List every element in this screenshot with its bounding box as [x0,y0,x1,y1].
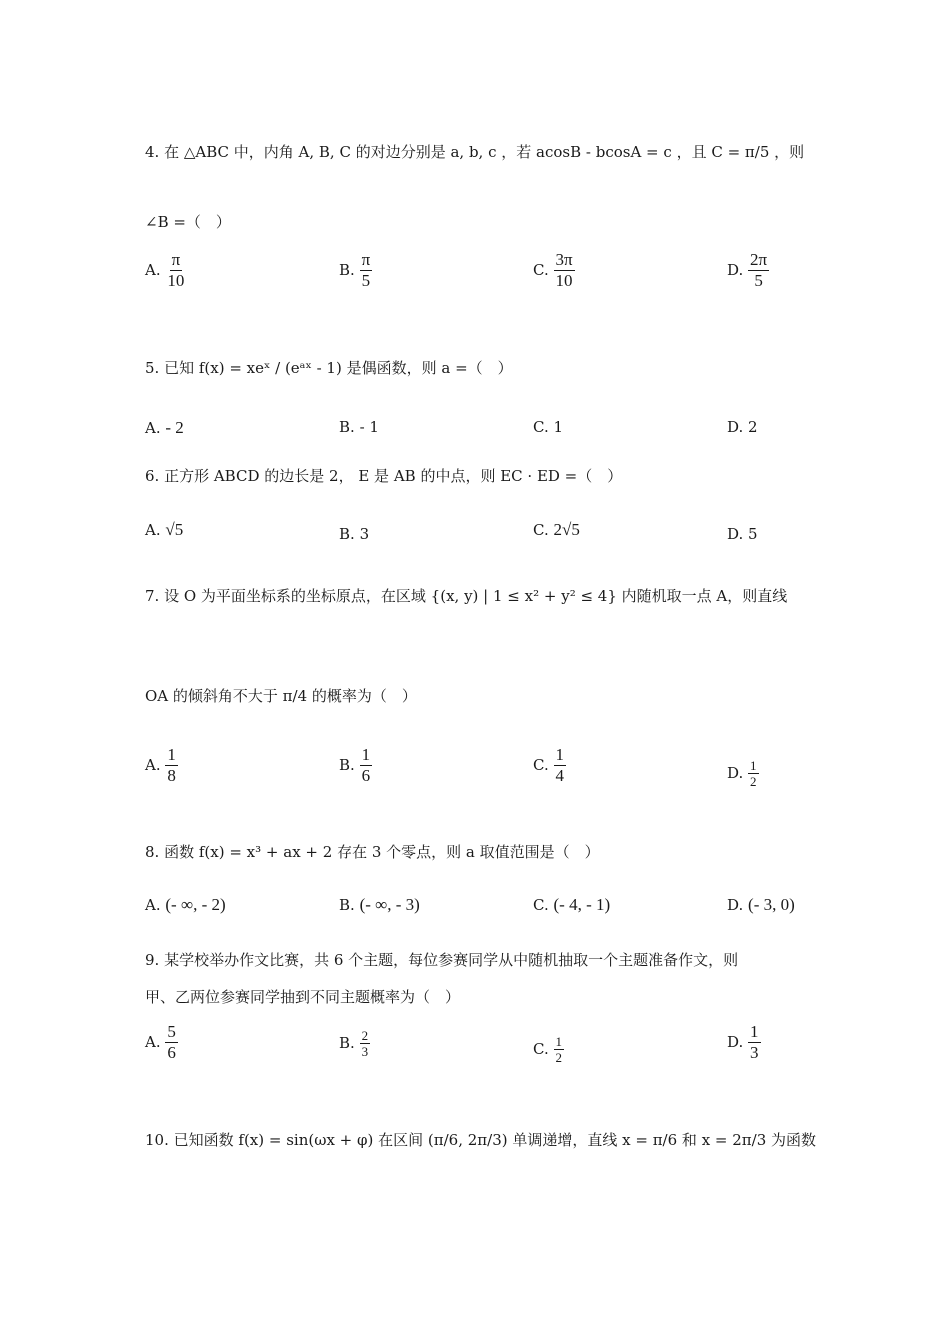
q4-stem-continued: ∠B =（ ） [145,213,231,231]
q5-stem: 5. 已知 f(x) = xeˣ / (eᵃˣ - 1) 是偶函数，则 a =（ ） [145,359,513,377]
q4-option-b: B. $\frac{\pi}{5}$ [339,250,371,290]
q9-stem: 9. 某学校举办作文比赛，共 6 个主题，每位参赛同学从中随机抽取一个主题准备作文，则 [145,951,739,969]
q9-option-b: B. $\frac{2}{3}$ [339,1028,369,1059]
q6-option-a: A. √5 [145,520,184,539]
q9-option-d: D. $\frac{1}{3}$ [727,1022,759,1062]
q8-stem: 8. 函数 f(x) = x³ + ax + 2 存在 3 个零点，则 a 取值范围是（ ） [145,843,600,861]
q5-option-b: B. - 1 [339,418,379,436]
q4-option-a: A. $\frac{\pi}{10}$ [145,250,185,290]
q5-option-a: A. - 2 [145,418,184,437]
q7-stem-continued: OA 的倾斜角不大于 π/4 的概率为（ ） [145,687,417,705]
q8-option-a: A. (- ∞, - 2) [145,895,226,914]
q5-option-c: C. 1 [533,418,564,436]
q7-option-d: D. $\frac{1}{2}$ [727,758,757,789]
q7-option-a: A. $\frac{1}{8}$ [145,745,176,785]
q6-option-c: C. 2√5 [533,520,580,539]
q4-option-d: D. $\frac{2\pi}{5}$ [727,250,768,290]
q9-option-c: C. $\frac{1}{2}$ [533,1034,562,1065]
q9-stem-continued: 甲、乙两位参赛同学抽到不同主题概率为（ ） [145,988,461,1006]
q7-stem: 7. 设 O 为平面坐标系的坐标原点，在区域 {(x, y) | 1 ≤ x² + y² ≤ 4} 内随机取一点 A，则直线 [145,587,788,605]
q10-stem: 10. 已知函数 f(x) = sin(ωx + φ) 在区间 (π/6, 2π/3) 单调递增，直线 x = π/6 和 x = 2π/3 为函数 [145,1131,817,1149]
q6-option-b: B. 3 [339,525,370,543]
q6-stem: 6. 正方形 ABCD 的边长是 2， E 是 AB 的中点，则 EC · ED =（ ） [145,467,623,485]
q7-option-b: B. $\frac{1}{6}$ [339,745,371,785]
q6-option-d: D. 5 [727,525,758,543]
q4-option-c: C. $\frac{3\pi}{10}$ [533,250,573,290]
q5-option-d: D. 2 [727,418,758,436]
q8-option-b: B. (- ∞, - 3) [339,895,420,914]
q7-option-c: C. $\frac{1}{4}$ [533,745,564,785]
q8-option-c: C. (- 4, - 1) [533,895,611,914]
q4-stem: 4. 在 △ABC 中，内角 A, B, C 的对边分别是 a, b, c ，若 acosB - bcosA = c ，且 C = π/5 ，则 [145,143,805,161]
q9-option-a: A. $\frac{5}{6}$ [145,1022,176,1062]
q8-option-d: D. (- 3, 0) [727,895,795,914]
